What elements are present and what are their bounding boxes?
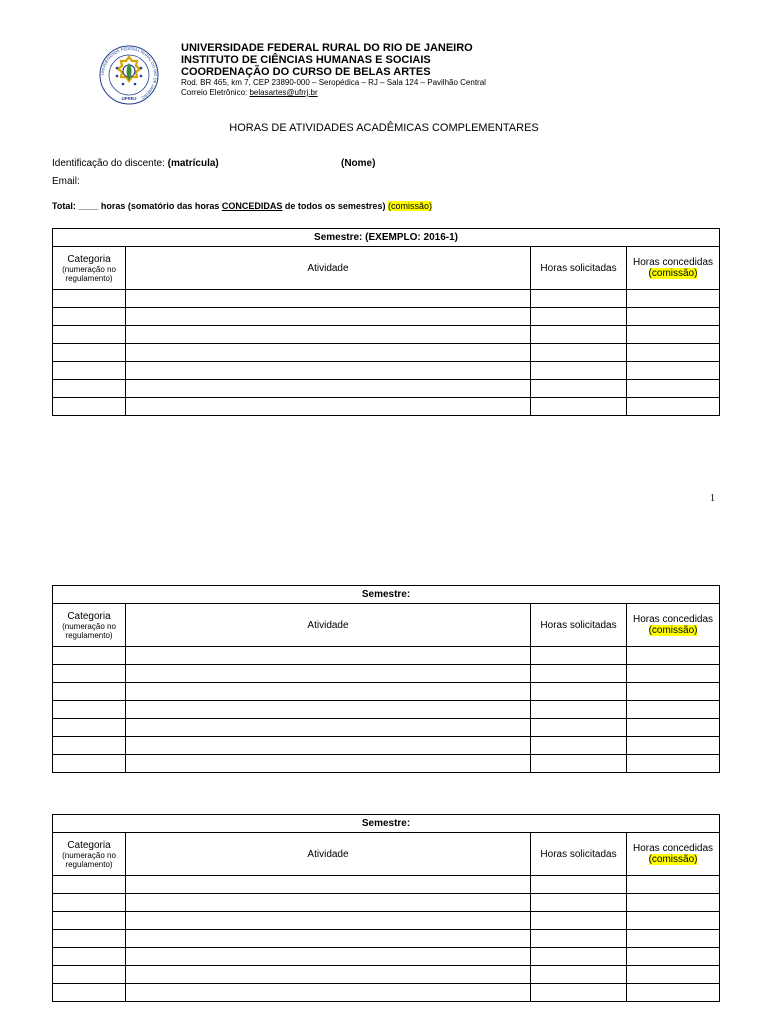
col-horas-solicitadas: Horas solicitadas	[531, 833, 627, 876]
student-identification	[52, 158, 376, 169]
cell-solicitadas[interactable]	[531, 719, 627, 737]
cell-concedidas[interactable]	[627, 701, 720, 719]
cell-atividade[interactable]	[126, 966, 531, 984]
semester-table	[52, 585, 720, 773]
cell-atividade[interactable]	[126, 737, 531, 755]
letterhead	[181, 42, 486, 98]
cell-categoria[interactable]	[53, 737, 126, 755]
cell-solicitadas[interactable]	[531, 737, 627, 755]
total-hours-line	[52, 201, 432, 211]
cell-concedidas[interactable]	[627, 894, 720, 912]
cell-categoria[interactable]	[53, 647, 126, 665]
cell-concedidas[interactable]	[627, 984, 720, 1002]
cell-solicitadas[interactable]	[531, 362, 627, 380]
cell-atividade[interactable]	[126, 755, 531, 773]
comissao-label: (comissão)	[648, 625, 698, 636]
cell-solicitadas[interactable]	[531, 647, 627, 665]
col-atividade: Atividade	[126, 604, 531, 647]
table-row	[53, 701, 720, 719]
cell-solicitadas[interactable]	[531, 876, 627, 894]
col-horas-concedidas	[627, 247, 720, 290]
cell-categoria[interactable]	[53, 755, 126, 773]
cell-categoria[interactable]	[53, 380, 126, 398]
coordination-name: COORDENAÇÃO DO CURSO DE BELAS ARTES	[181, 66, 431, 78]
university-name: UNIVERSIDADE FEDERAL RURAL DO RIO DE JANEIRO	[181, 42, 473, 54]
cell-concedidas[interactable]	[627, 380, 720, 398]
cell-concedidas[interactable]	[627, 876, 720, 894]
cell-solicitadas[interactable]	[531, 290, 627, 308]
institute-name: INSTITUTO DE CIÊNCIAS HUMANAS E SOCIAIS	[181, 54, 431, 66]
cell-concedidas[interactable]	[627, 326, 720, 344]
comissao-label: (comissão)	[648, 854, 698, 865]
semester-table	[52, 228, 720, 416]
col-horas-solicitadas: Horas solicitadas	[531, 247, 627, 290]
col-categoria	[53, 247, 126, 290]
table-row	[53, 755, 720, 773]
col-horas-concedidas	[627, 833, 720, 876]
cell-categoria[interactable]	[53, 308, 126, 326]
total-highlight: (comissão)	[387, 201, 432, 211]
cell-solicitadas[interactable]	[531, 966, 627, 984]
cell-concedidas[interactable]	[627, 755, 720, 773]
cell-solicitadas[interactable]	[531, 665, 627, 683]
cell-concedidas[interactable]	[627, 665, 720, 683]
table-row	[53, 876, 720, 894]
semester-table	[52, 814, 720, 1002]
cell-concedidas[interactable]	[627, 398, 720, 416]
semester-title: Semestre:	[53, 586, 720, 604]
nome-field[interactable]: (Nome)	[341, 158, 376, 169]
cell-categoria[interactable]	[53, 326, 126, 344]
table-row	[53, 984, 720, 1002]
cell-solicitadas[interactable]	[531, 344, 627, 362]
cell-solicitadas[interactable]	[531, 894, 627, 912]
cell-concedidas[interactable]	[627, 290, 720, 308]
table-row	[53, 912, 720, 930]
cell-concedidas[interactable]	[627, 719, 720, 737]
cell-atividade[interactable]	[126, 308, 531, 326]
total-emphasis: CONCEDIDAS	[221, 201, 283, 211]
cell-atividade[interactable]	[126, 398, 531, 416]
table-row	[53, 326, 720, 344]
col-categoria	[53, 833, 126, 876]
categoria-note: (numeração no regulamento)	[62, 621, 116, 640]
cell-solicitadas[interactable]	[531, 984, 627, 1002]
page-number: 1	[710, 493, 715, 504]
table-row	[53, 737, 720, 755]
table-row	[53, 344, 720, 362]
cell-concedidas[interactable]	[627, 344, 720, 362]
col-atividade: Atividade	[126, 247, 531, 290]
cell-concedidas[interactable]	[627, 966, 720, 984]
cell-atividade[interactable]	[126, 344, 531, 362]
total-prefix: Total: ____ horas (somatório das horas	[52, 201, 222, 211]
table-row	[53, 647, 720, 665]
concedidas-label: Horas concedidas	[632, 257, 714, 268]
table-row	[53, 290, 720, 308]
cell-categoria[interactable]	[53, 362, 126, 380]
cell-concedidas[interactable]	[627, 683, 720, 701]
cell-categoria[interactable]	[53, 683, 126, 701]
cell-concedidas[interactable]	[627, 948, 720, 966]
cell-atividade[interactable]	[126, 912, 531, 930]
categoria-label: Categoria	[67, 839, 111, 851]
cell-concedidas[interactable]	[627, 912, 720, 930]
col-atividade: Atividade	[126, 833, 531, 876]
cell-categoria[interactable]	[53, 344, 126, 362]
cell-solicitadas[interactable]	[531, 755, 627, 773]
cell-solicitadas[interactable]	[531, 701, 627, 719]
table-row	[53, 966, 720, 984]
cell-categoria[interactable]	[53, 912, 126, 930]
cell-categoria[interactable]	[53, 701, 126, 719]
semester-title: Semestre:	[53, 815, 720, 833]
categoria-label: Categoria	[67, 610, 111, 622]
cell-categoria[interactable]	[53, 948, 126, 966]
table-row	[53, 683, 720, 701]
cell-concedidas[interactable]	[627, 737, 720, 755]
email-link[interactable]: belasartes@ufrrj.br	[249, 88, 318, 97]
table-row	[53, 719, 720, 737]
cell-atividade[interactable]	[126, 362, 531, 380]
table-row	[53, 380, 720, 398]
cell-solicitadas[interactable]	[531, 683, 627, 701]
cell-atividade[interactable]	[126, 683, 531, 701]
col-categoria	[53, 604, 126, 647]
email-contact	[181, 88, 486, 98]
cell-solicitadas[interactable]	[531, 930, 627, 948]
cell-solicitadas[interactable]	[531, 948, 627, 966]
cell-atividade[interactable]	[126, 948, 531, 966]
cell-solicitadas[interactable]	[531, 326, 627, 344]
cell-categoria[interactable]	[53, 665, 126, 683]
cell-concedidas[interactable]	[627, 647, 720, 665]
cell-categoria[interactable]	[53, 966, 126, 984]
cell-solicitadas[interactable]	[531, 308, 627, 326]
cell-solicitadas[interactable]	[531, 398, 627, 416]
matricula-field[interactable]: (matrícula)	[167, 158, 219, 169]
cell-atividade[interactable]	[126, 984, 531, 1002]
cell-atividade[interactable]	[126, 930, 531, 948]
cell-categoria[interactable]	[53, 876, 126, 894]
email-contact-label: Correio Eletrônico:	[181, 88, 248, 97]
document-title: HORAS DE ATIVIDADES ACADÊMICAS COMPLEMENTARES	[229, 122, 539, 134]
student-email-label: Email:	[52, 176, 80, 187]
col-horas-solicitadas: Horas solicitadas	[531, 604, 627, 647]
cell-categoria[interactable]	[53, 930, 126, 948]
comissao-label: (comissão)	[648, 268, 698, 279]
cell-concedidas[interactable]	[627, 362, 720, 380]
cell-categoria[interactable]	[53, 894, 126, 912]
table-row	[53, 948, 720, 966]
cell-atividade[interactable]	[126, 326, 531, 344]
table-row	[53, 398, 720, 416]
cell-atividade[interactable]	[126, 380, 531, 398]
total-suffix: de todos os semestres)	[282, 201, 388, 211]
cell-solicitadas[interactable]	[531, 912, 627, 930]
cell-concedidas[interactable]	[627, 930, 720, 948]
concedidas-label: Horas concedidas	[633, 614, 714, 625]
categoria-note: (numeração no regulamento)	[62, 850, 116, 869]
table-row	[53, 362, 720, 380]
col-horas-concedidas	[627, 604, 720, 647]
semester-title: Semestre: (EXEMPLO: 2016-1)	[53, 229, 720, 247]
cell-atividade[interactable]	[126, 647, 531, 665]
table-row	[53, 665, 720, 683]
cell-categoria[interactable]	[53, 984, 126, 1002]
logo-text: UFRRJ	[121, 96, 137, 101]
table-row	[53, 308, 720, 326]
identification-label: Identificação do discente:	[52, 158, 165, 169]
table-row	[53, 894, 720, 912]
cell-concedidas[interactable]	[627, 308, 720, 326]
cell-atividade[interactable]	[126, 290, 531, 308]
concedidas-label: Horas concedidas	[633, 843, 714, 854]
cell-categoria[interactable]	[53, 398, 126, 416]
categoria-label: Categoria	[67, 253, 111, 265]
cell-atividade[interactable]	[126, 719, 531, 737]
cell-atividade[interactable]	[126, 701, 531, 719]
address: Rod. BR 465, km 7, CEP 23890-000 – Seropédica – RJ – Sala 124 – Pavilhão Central	[181, 78, 486, 87]
categoria-note: (numeração no regulamento)	[62, 264, 116, 283]
cell-atividade[interactable]	[126, 665, 531, 683]
cell-categoria[interactable]	[53, 290, 126, 308]
cell-atividade[interactable]	[126, 876, 531, 894]
cell-solicitadas[interactable]	[531, 380, 627, 398]
cell-atividade[interactable]	[126, 894, 531, 912]
table-row	[53, 930, 720, 948]
cell-categoria[interactable]	[53, 719, 126, 737]
ufrrj-logo	[98, 44, 160, 106]
logo-ring-text: UNIVERSIDADE FEDERAL RURAL DO RIO DE JANEIRO	[99, 45, 159, 101]
